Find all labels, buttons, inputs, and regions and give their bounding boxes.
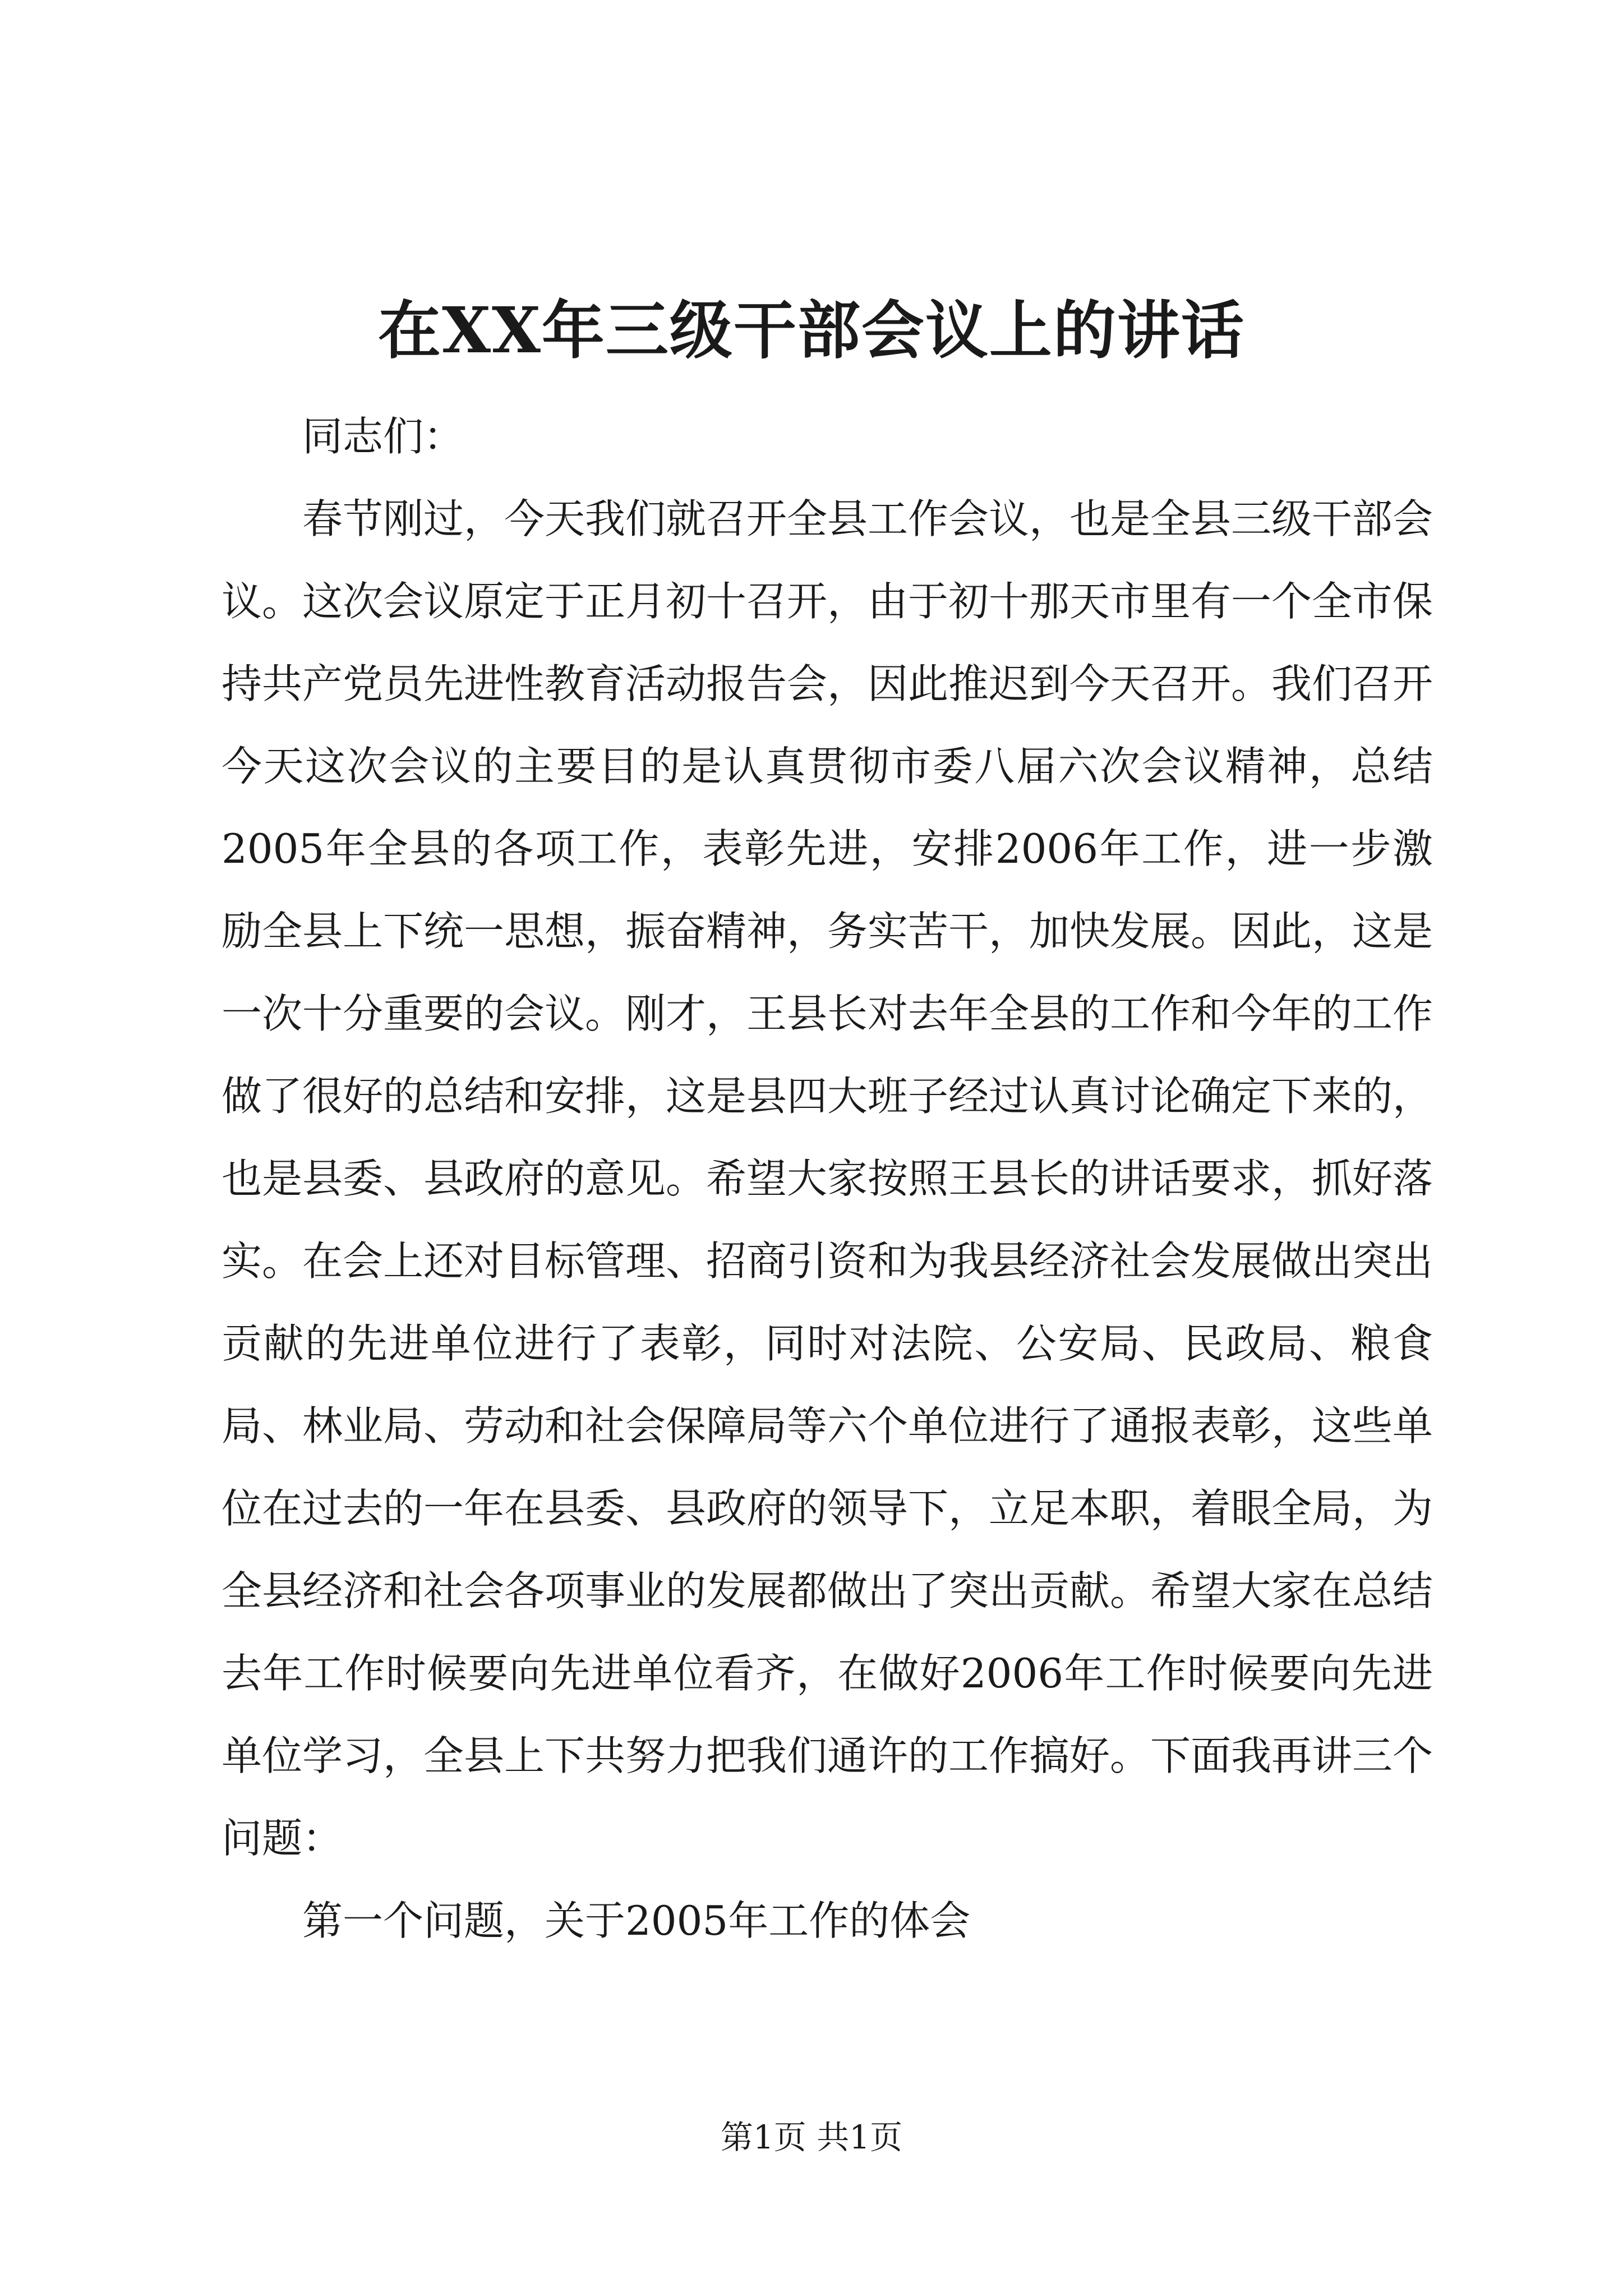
- document-title: 在XX年三级干部会议上的讲话: [378, 294, 1245, 367]
- section-heading-paragraph: 第一个问题，关于2005年工作的体会: [302, 1897, 971, 1944]
- page-footer: 第1页 共1页: [720, 2118, 903, 2156]
- document-body: [222, 395, 1433, 1962]
- body-paragraph: 春节刚过，今天我们就召开全县工作会议，也是全县三级干部会议。这次会议原定于正月初十召开，由于初十那天市里有一个全市保持共产党员先进性教育活动报告会，因此推迟到今天召开。我们召开今天这次会议的主要目的是认真贯彻市委八届六次会议精神，总结2005年全县的各项工作，表彰先进，安排2006年工作，进一步激励全县上下统一思想，振奋精神，务实苦干，加快发展。因此，这是一次十分重要的会议。刚才，王县长对去年全县的工作和今年的工作做了很好的总结和安排，这是县四大班子经过认真讨论确定下来的，也是县委、县政府的意见。希望大家按照王县长的讲话要求，抓好落实。在会上还对目标管理、招商引资和为我县经济社会发展做出突出贡献的先进单位进行了表彰，同时对法院、公安局、民政局、粮食局、林业局、劳动和社会保障局等六个单位进行了通报表彰，这些单位在过去的一年在县委、县政府的领导下，立足本职，着眼全局，为全县经济和社会各项事业的发展都做出了突出贡献。希望大家在总结去年工作时候要向先进单位看齐，在做好2006年工作时候要向先进单位学习，全县上下共努力把我们通许的工作搞好。下面我再讲三个问题：: [222, 495, 1433, 1862]
- salutation-paragraph: 同志们：: [302, 413, 464, 460]
